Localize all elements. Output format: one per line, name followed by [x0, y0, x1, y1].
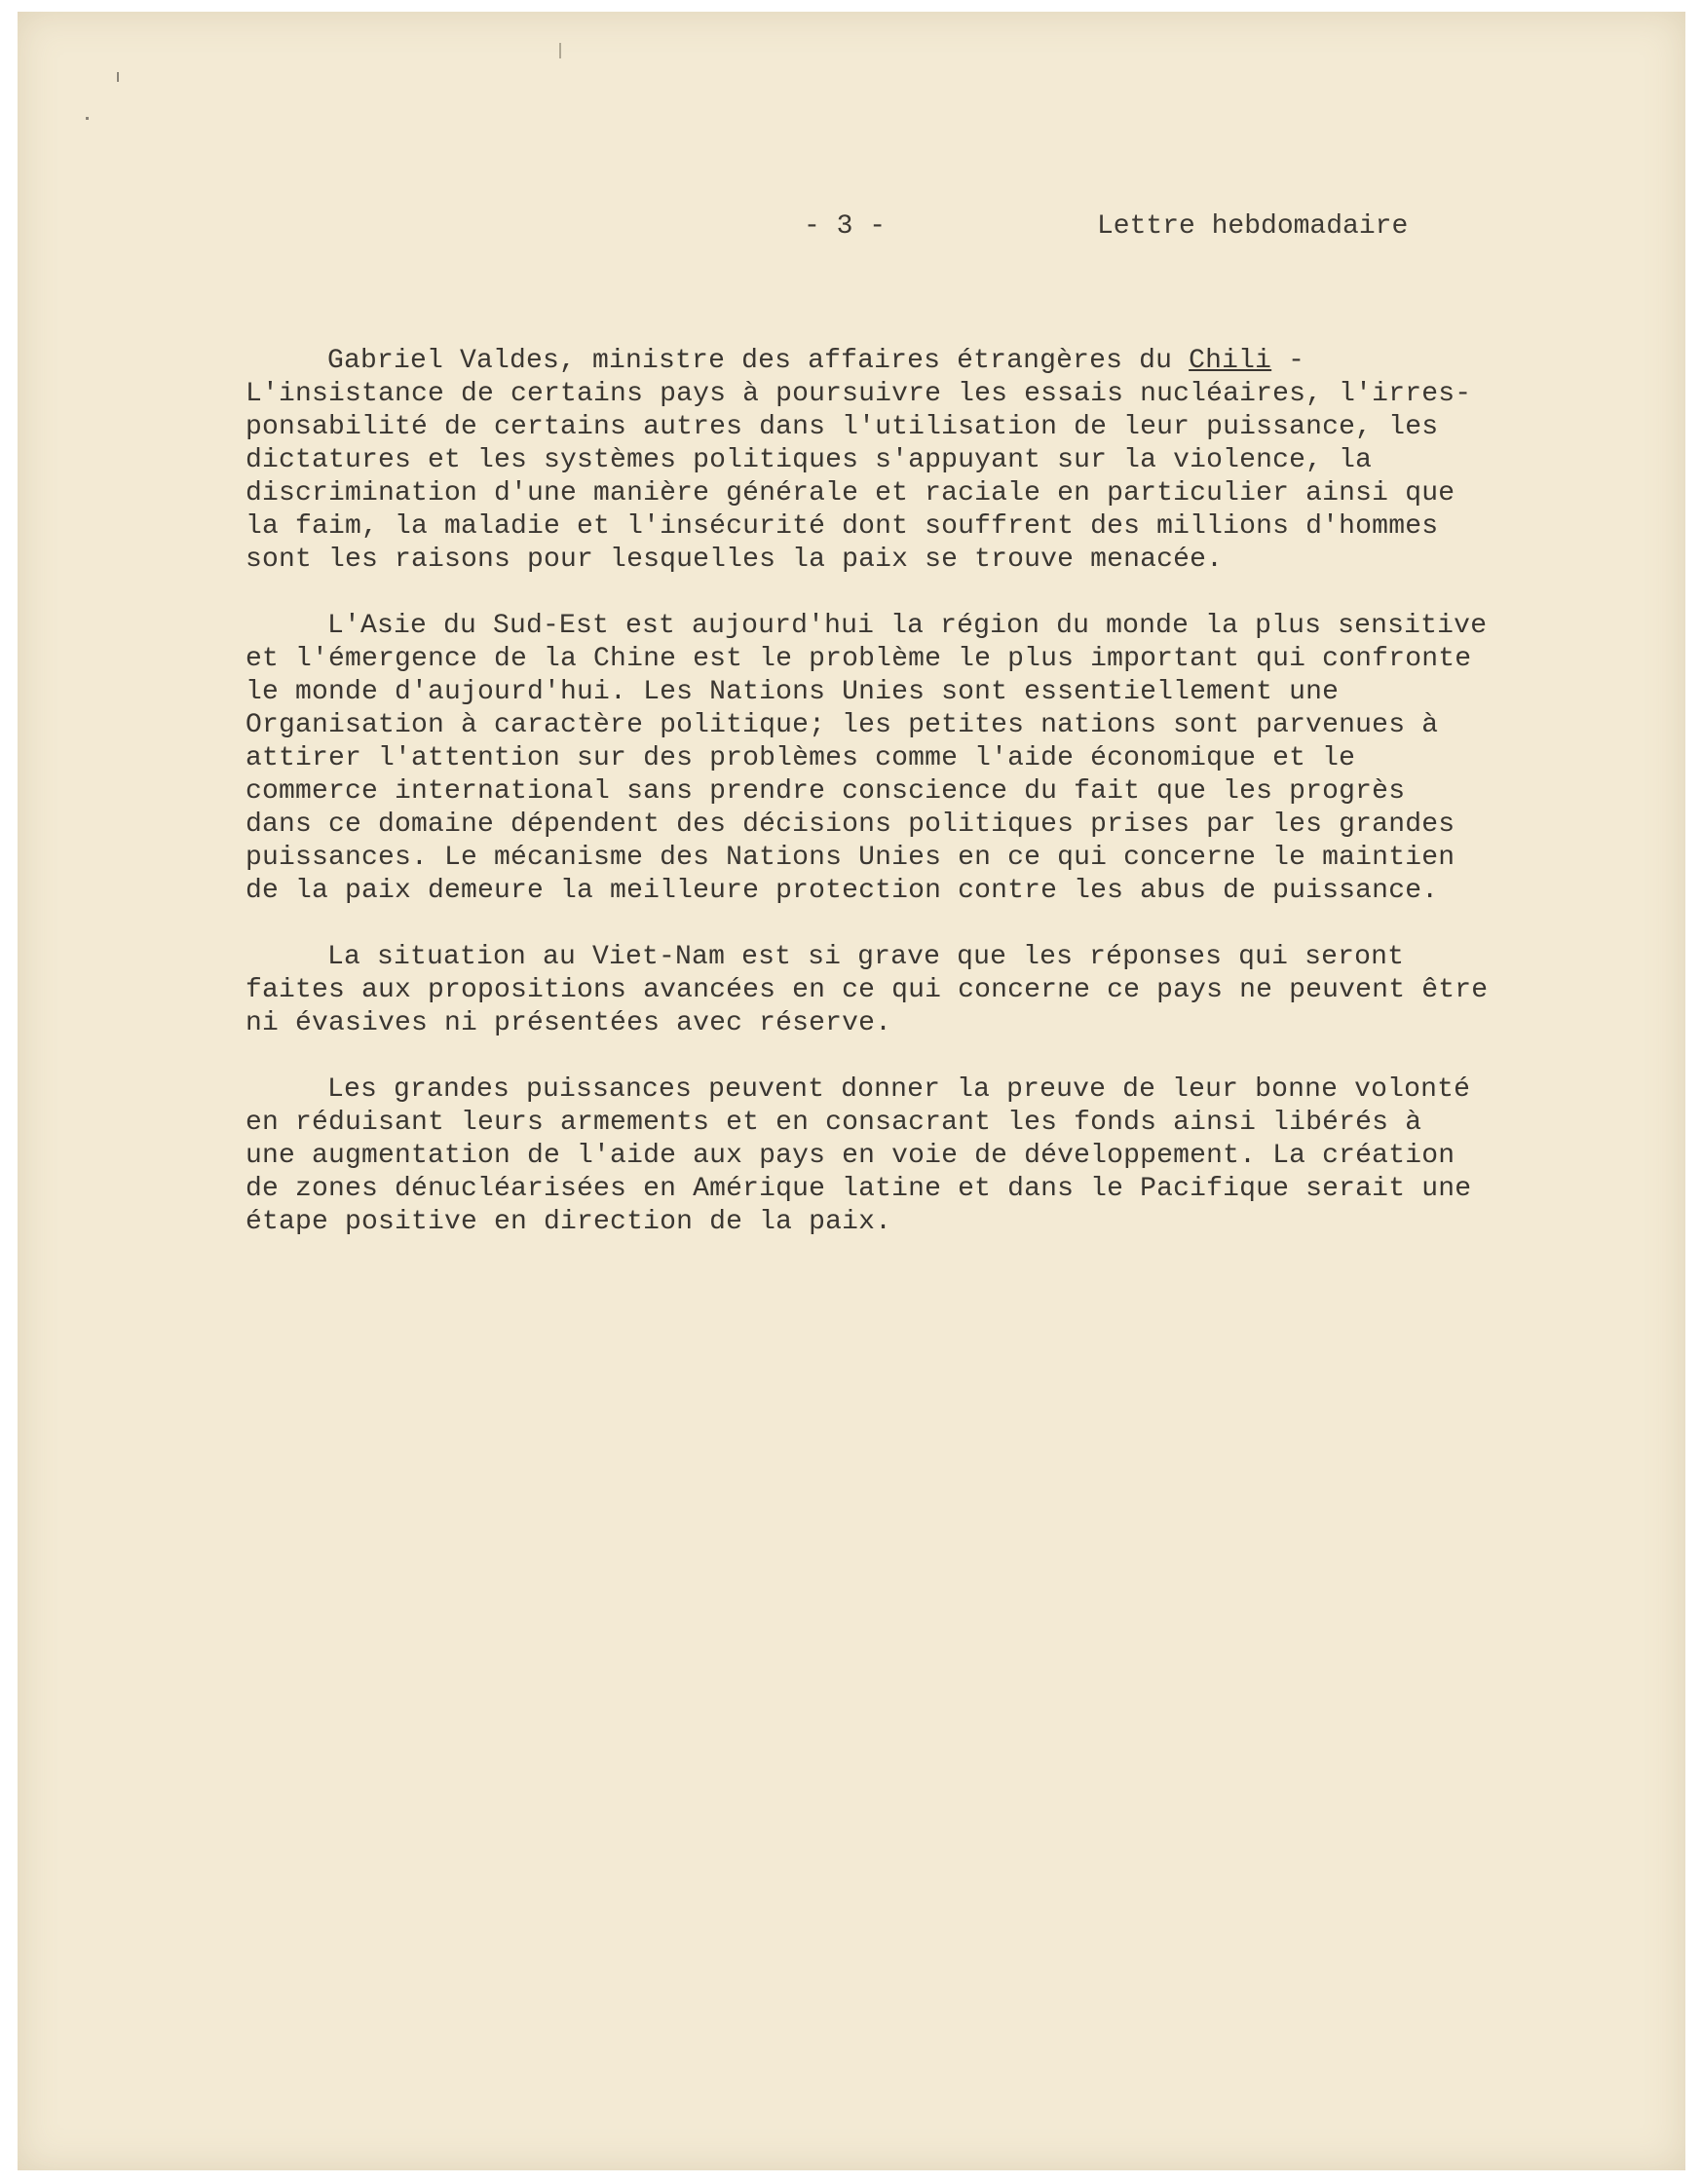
text-line: dictatures et les systèmes politiques s'appuyant sur la violence, la	[246, 445, 1373, 475]
text-line: et l'émergence de la Chine est le problème le plus important qui confronte	[246, 644, 1472, 674]
text-line-start: Gabriel Valdes, ministre des affaires étrangères du	[327, 346, 1190, 376]
paragraph-viet-nam	[246, 941, 1489, 1040]
scan-speck	[86, 117, 89, 120]
text-line: La situation au Viet-Nam est si grave que les réponses qui seront	[327, 942, 1405, 972]
paragraph-great-powers	[246, 1073, 1483, 1239]
page-number: - 3 -	[804, 211, 887, 242]
text-line-end: -	[1271, 346, 1305, 376]
text-line	[246, 345, 1483, 378]
text-line: étape positive en direction de la paix.	[246, 1207, 892, 1237]
text-line: de la paix demeure la meilleure protection contre les abus de puissance.	[246, 876, 1439, 906]
scan-speck	[117, 72, 119, 82]
page-header	[18, 211, 1685, 250]
text-line: sont les raisons pour lesquelles la paix se trouve menacée.	[246, 545, 1224, 575]
scan-speck	[559, 43, 561, 58]
paragraph-south-east-asia	[246, 610, 1488, 908]
paragraph-valdes-intro	[246, 345, 1483, 577]
text-line: de zones dénucléarisées en Amérique latine et dans le Pacifique serait une	[246, 1174, 1472, 1204]
text-line: ni évasives ni présentées avec réserve.	[246, 1008, 892, 1038]
text-line: commerce international sans prendre conscience du fait que les progrès	[246, 776, 1406, 807]
text-line: Organisation à caractère politique; les petites nations sont parvenues à	[246, 710, 1439, 740]
text-line: L'insistance de certains pays à poursuivre les essais nucléaires, l'irres-	[246, 379, 1472, 409]
text-line: discrimination d'une manière générale et raciale en particulier ainsi que	[246, 478, 1455, 508]
text-line: dans ce domaine dépendent des décisions politiques prises par les grandes	[246, 810, 1455, 840]
text-line: faites aux propositions avancées en ce qui concerne ce pays ne peuvent être	[246, 975, 1489, 1005]
text-line: la faim, la maladie et l'insécurité dont souffrent des millions d'hommes	[246, 511, 1439, 542]
text-line: en réduisant leurs armements et en consacrant les fonds ainsi libérés à	[246, 1108, 1422, 1138]
text-line: une augmentation de l'aide aux pays en voie de développement. La création	[246, 1141, 1455, 1171]
header-title: Lettre hebdomadaire	[1097, 211, 1409, 242]
underlined-country: Chili	[1189, 346, 1272, 376]
text-line: L'Asie du Sud-Est est aujourd'hui la région du monde la plus sensitive	[327, 611, 1488, 641]
text-line: ponsabilité de certains autres dans l'utilisation de leur puissance, les	[246, 412, 1439, 442]
document-body	[246, 345, 1489, 1272]
text-line: puissances. Le mécanisme des Nations Unies en ce qui concerne le maintien	[246, 843, 1455, 873]
document-page	[18, 12, 1685, 2170]
text-line: attirer l'attention sur des problèmes comme l'aide économique et le	[246, 743, 1356, 773]
text-line: le monde d'aujourd'hui. Les Nations Unies sont essentiellement une	[246, 677, 1340, 707]
text-line: Les grandes puissances peuvent donner la preuve de leur bonne volonté	[327, 1074, 1471, 1105]
